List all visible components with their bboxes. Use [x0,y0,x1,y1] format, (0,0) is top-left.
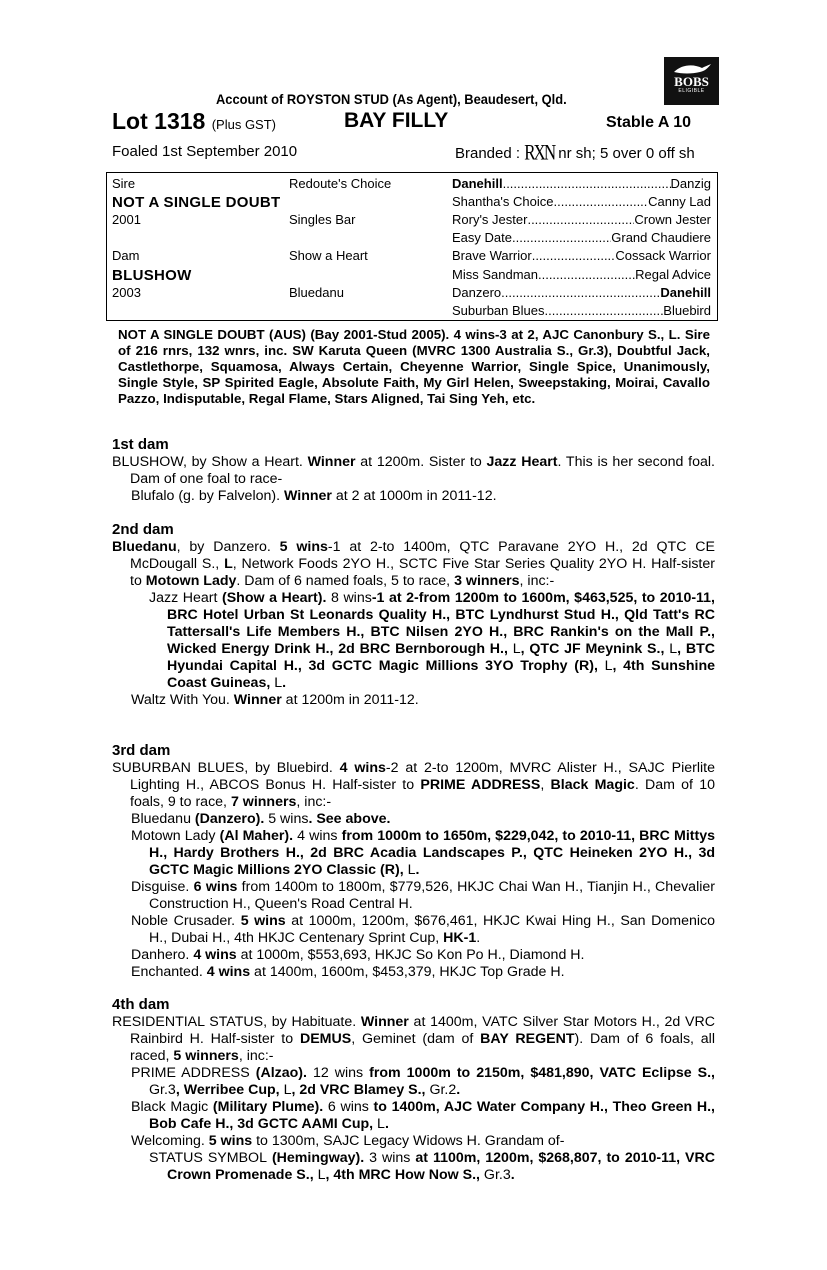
pedigree-ancestor-sire: Cossack Warrior [615,248,711,264]
bold-text: (Hemingway). [266,1150,370,1166]
pedigree-row [107,212,717,230]
text-run: , Network Foods 2YO H., SCTC Five Star Series Quality 2YO H. Half-sister to [130,556,715,589]
pedigree-ancestor-sire: Regal Advice [635,266,711,282]
pedigree-ancestor-sire: Bluebird [663,302,711,318]
bold-text: Motown Lady [145,573,237,589]
text-run: 6 wins [327,1099,369,1115]
text-run: Black Magic [131,1099,209,1115]
text-run: L [283,1082,292,1098]
text-run: STATUS SYMBOL [149,1150,267,1166]
fourth-dam-progeny [112,1133,715,1150]
text-run: at 2 at 1000m in 2011-12. [331,488,497,504]
pedigree-ancestor: Easy Date [452,230,512,246]
pedigree-col2: Show a Heart [289,248,368,264]
third-dam-progeny [112,947,715,964]
pedigree-col3 [452,194,711,209]
bold-text: , 4th Sunshine Coast Guineas, [167,658,715,691]
text-run: -2 at 2-to 1200m, MVRC Alister H., SAJC Pierlite Lighting H., ABCOS Bonus H. Half-sister to [130,760,715,793]
text-run: L [669,641,678,657]
bold-text: . [282,675,287,691]
pedigree-ancestor: Danzero [452,284,502,300]
text-run: . Dam of 6 named foals, 5 to race, [236,573,455,589]
bold-text: Winner [307,454,356,470]
bold-text: . [384,1116,389,1132]
bold-text: . [415,862,420,878]
pedigree-row [107,267,717,285]
leader-dots [538,267,635,282]
pedigree-row [107,194,717,212]
pedigree-col2: Redoute's Choice [289,176,392,191]
bobs-eligible-logo [664,57,719,105]
third-dam-entry [112,760,715,811]
text-run: Danhero. [131,947,194,963]
text-run: at 1000m, $553,693, HKJC So Kon Po H., Diamond H. [236,947,585,963]
bold-text: 5 wins [240,913,286,929]
text-run: 12 wins [312,1065,364,1081]
pedigree-col1: Dam [112,248,140,264]
third-dam-progeny [112,964,715,981]
third-dam-progeny [112,913,715,947]
text-run: to 1300m, SAJC Legacy Widows H. Grandam of- [252,1133,565,1149]
bold-text: L [224,556,233,572]
bold-text: to 1400m, AJC Water Company H., Theo Green H., Bob Cafe H., 3d GCTC AAMI Cup, [149,1099,715,1132]
fourth-dam-progeny [112,1099,715,1133]
text-run: at 1400m, VATC Silver Star Motors H., 2d VRC Rainbird H. Half-sister to [130,1014,715,1047]
text-run: RESIDENTIAL STATUS, by Habituate. [112,1014,361,1030]
pedigree-ancestor-sire: Grand Chaudiere [611,230,711,246]
bold-text: from 1000m to 1650m, $229,042, to 2010-11, BRC Mittys H., Hardy Brothers H., 2d BRC Acadia Landscapes P., QTC Heineken 2YO H., 3d GCTC Magic Millions 2YO Classic (R), [149,828,715,878]
lot-note: (Plus GST) [211,117,277,132]
pedigree-col1: BLUSHOW [112,266,192,284]
first-dam-section [112,436,715,505]
lot-number [112,108,276,135]
pedigree-col1: Sire [112,176,136,191]
bold-text: -1 at 2-from 1200m to 1600m, $463,525, to 2010-11, BRC Hotel Urban St Leonards Quality H., BTC Lyndhurst Stud H., Qld Tatt's RC Tattersall's Life Members H., BTC Nilsen 2YO H., BRC Rankin's on the Mall P., Wicked Energy Drink H., 2d BRC Bernborough H., [167,590,716,657]
text-run: . [476,930,481,946]
branded-detail: nr sh; 5 over 0 off sh [558,145,695,162]
bold-text: Bluedanu [112,539,177,555]
pedigree-col3 [452,285,711,300]
pedigree-ancestor: Brave Warrior [452,248,532,264]
bold-text: (Show a Heart). [217,590,331,606]
bold-text: . [510,1167,515,1183]
pedigree-ancestor-sire: Danehill [660,284,711,300]
bold-text: 4 wins [339,760,386,776]
text-run: Welcoming. [131,1133,209,1149]
text-run: L [317,1167,326,1183]
text-run: . Dam of 10 foals, 9 to race, [130,777,715,810]
bold-text: , QTC JF Meynink S., [520,641,670,657]
second-dam-entry [112,539,715,590]
bold-text: 5 wins [208,1133,253,1149]
bold-text: from 1000m to 2150m, $481,890, VATC Eclipse S., [363,1065,715,1081]
bold-text: Winner [233,692,282,708]
pedigree-row [107,303,717,321]
horse-description: BAY FILLY [344,109,449,132]
pedigree-col3 [452,248,711,263]
text-run: 8 wins [331,590,372,606]
bold-text: , BTC Hyundai Capital H., 3d GCTC Magic Millions 3YO Trophy (R), [167,641,715,674]
pedigree-row [107,176,717,194]
pedigree-row [107,285,717,303]
bold-text: . [456,1082,461,1098]
text-run: at 1400m, 1600m, $453,379, HKJC Top Grade H. [250,964,565,980]
bold-text: 5 winners [173,1048,239,1064]
text-run: SUBURBAN BLUES, by Bluebird. [112,760,340,776]
third-dam-progeny [112,879,715,913]
text-run: 5 wins [268,811,309,827]
bold-text: Winner [360,1014,409,1030]
lot-label: Lot 1318 [112,108,206,134]
second-dam-heading: 2nd dam [112,521,174,538]
pedigree-ancestor: Shantha's Choice [452,194,554,210]
first-dam-heading: 1st dam [112,436,169,453]
text-run: Blufalo (g. by Falvelon). [131,488,284,504]
text-run: at 1000m, 1200m, $676,461, HKJC Kwai Hing H., San Domenico H., Dubai H., 4th HKJC Centenary Sprint Cup, [149,913,715,946]
pedigree-ancestor: Danehill [452,176,503,191]
pedigree-col3 [452,303,711,318]
leader-dots [545,303,664,318]
text-run: Disguise. [131,879,194,895]
bold-text: . See above. [308,811,391,827]
stable-number: Stable A 10 [606,114,692,131]
text-run: , [540,777,551,793]
fourth-dam-grand-progeny [112,1150,715,1184]
leader-dots [503,176,671,191]
bold-text: 4 wins [206,964,251,980]
pedigree-row [107,248,717,266]
bold-text: , 4th MRC How Now S., [325,1167,484,1183]
bold-text: 6 wins [193,879,238,895]
pedigree-col1: 2001 [112,212,141,228]
pedigree-ancestor: Suburban Blues [452,302,545,318]
bold-text: 7 winners [230,794,297,810]
text-run: Enchanted. [131,964,207,980]
text-run: L [377,1116,385,1132]
vendor-account: Account of ROYSTON STUD (As Agent), Beaudesert, Qld. [216,91,567,107]
brand-mark: RXN [524,140,555,165]
text-run: , inc:- [238,1048,274,1064]
pedigree-ancestor: Rory's Jester [452,212,528,228]
pedigree-ancestor: Miss Sandman [452,266,538,282]
bold-text: (Alzao). [249,1065,313,1081]
bold-text: 3 winners [454,573,520,589]
bold-text: , 2d VRC Blamey S., [291,1082,430,1098]
logo-sub: ELIGIBLE [678,88,705,94]
text-run: at 1200m. Sister to [355,454,487,470]
pedigree-col3 [452,176,711,191]
text-run: Motown Lady [131,828,216,844]
pedigree-col3 [452,230,711,245]
pedigree-col2: Singles Bar [289,212,356,228]
second-dam-progeny [112,590,715,692]
third-dam-progeny [112,828,715,879]
leader-dots [527,212,634,227]
pedigree-col3 [452,212,711,227]
branded-label: Branded : [455,145,521,162]
first-dam-entry [112,454,715,488]
text-run: . This is her second foal. Dam of one foal to race- [130,454,715,487]
leader-dots [554,194,649,209]
pedigree-col1: 2003 [112,284,141,300]
bold-text: at 1100m, 1200m, $268,807, to 2010-11, VRC Crown Promenade S., [167,1150,715,1183]
third-dam-section [112,742,715,981]
pedigree-ancestor-sire: Danzig [670,176,711,191]
text-run: -1 at 2-to 1400m, QTC Paravane 2YO H., 2d QTC CE McDougall S., [130,539,715,572]
sire-summary: NOT A SINGLE DOUBT (AUS) (Bay 2001-Stud 2005). 4 wins-3 at 2, AJC Canonbury S., L. Sire of 216 rnrs, 132 wnrs, inc. SW Karuta Queen (MVRC 1300 Australia S., Gr.3), Doubtful Jack, Castlethorpe, Squamosa, Always Certain, Cheyenne Warrior, Single Spice, Unanimously, Single Style, SP Spirited Eagle, Absolute Faith, My Girl Helen, Sweepstaking, Moirai, Cavallo Pazzo, Indisputable, Regal Flame, Stars Aligned, Tai Sing Yeh, etc. [118,327,710,406]
text-run: PRIME ADDRESS [131,1065,250,1081]
bold-text: Jazz Heart [486,454,558,470]
text-run: L [512,641,521,657]
pedigree-table [106,172,718,321]
text-run: 3 wins [369,1150,411,1166]
text-run: at 1200m in 2011-12. [281,692,419,708]
text-run: BLUSHOW, by Show a Heart. [112,454,308,470]
bold-text: 5 wins [279,539,328,555]
text-run: , inc:- [296,794,332,810]
fourth-dam-entry [112,1014,715,1065]
bold-text: (Military Plume). [208,1099,328,1115]
pedigree-col2: Bluedanu [289,284,344,300]
pedigree-row [107,230,717,248]
text-run: Noble Crusader. [131,913,241,929]
foaled-date: Foaled 1st September 2010 [112,143,298,160]
text-run: ). Dam of 6 foals, all raced, [130,1031,715,1064]
bold-text: (Al Maher). [215,828,298,844]
text-run: , by Danzero. [176,539,280,555]
bold-text: , Werribee Cup, [175,1082,284,1098]
third-dam-progeny [112,811,715,828]
second-dam-section [112,521,715,709]
pedigree-ancestor-sire: Crown Jester [634,212,711,228]
leader-dots [501,285,660,300]
text-run: 4 wins [297,828,338,844]
logo-brand: BOBS [674,74,709,89]
bold-text: DEMUS [299,1031,352,1047]
text-run: Jazz Heart [149,590,218,606]
fourth-dam-section [112,996,715,1184]
first-dam-progeny [112,488,715,505]
pedigree-col1: NOT A SINGLE DOUBT [112,194,281,212]
bold-text: PRIME ADDRESS [420,777,541,793]
bold-text: Black Magic [550,777,635,793]
bold-text: Winner [283,488,332,504]
pedigree-col3 [452,267,711,282]
bold-text: BAY REGENT [480,1031,575,1047]
text-run: Waltz With You. [131,692,234,708]
text-run: Gr.3 [483,1167,511,1183]
text-run: , Geminet (dam of [351,1031,481,1047]
fourth-dam-heading: 4th dam [112,996,170,1013]
third-dam-heading: 3rd dam [112,742,171,759]
branded-info [455,140,695,165]
pedigree-ancestor-sire: Canny Lad [648,194,711,210]
leader-dots [532,248,616,263]
text-run: L [407,862,416,878]
bold-text: 4 wins [193,947,237,963]
text-run: Bluedanu [131,811,191,827]
text-run: Gr.2 [429,1082,457,1098]
leader-dots [512,230,611,245]
second-dam-progeny [112,692,715,709]
text-run: from 1400m to 1800m, $779,526, HKJC Chai Wan H., Tianjin H., Chevalier Construction H., Queen's Road Central H. [149,879,715,912]
fourth-dam-progeny [112,1065,715,1099]
text-run: L [604,658,613,674]
text-run: L [274,675,283,691]
text-run: Gr.3 [149,1082,176,1098]
bold-text: (Danzero). [190,811,269,827]
bold-text: HK-1 [443,930,477,946]
text-run: , inc:- [519,573,555,589]
